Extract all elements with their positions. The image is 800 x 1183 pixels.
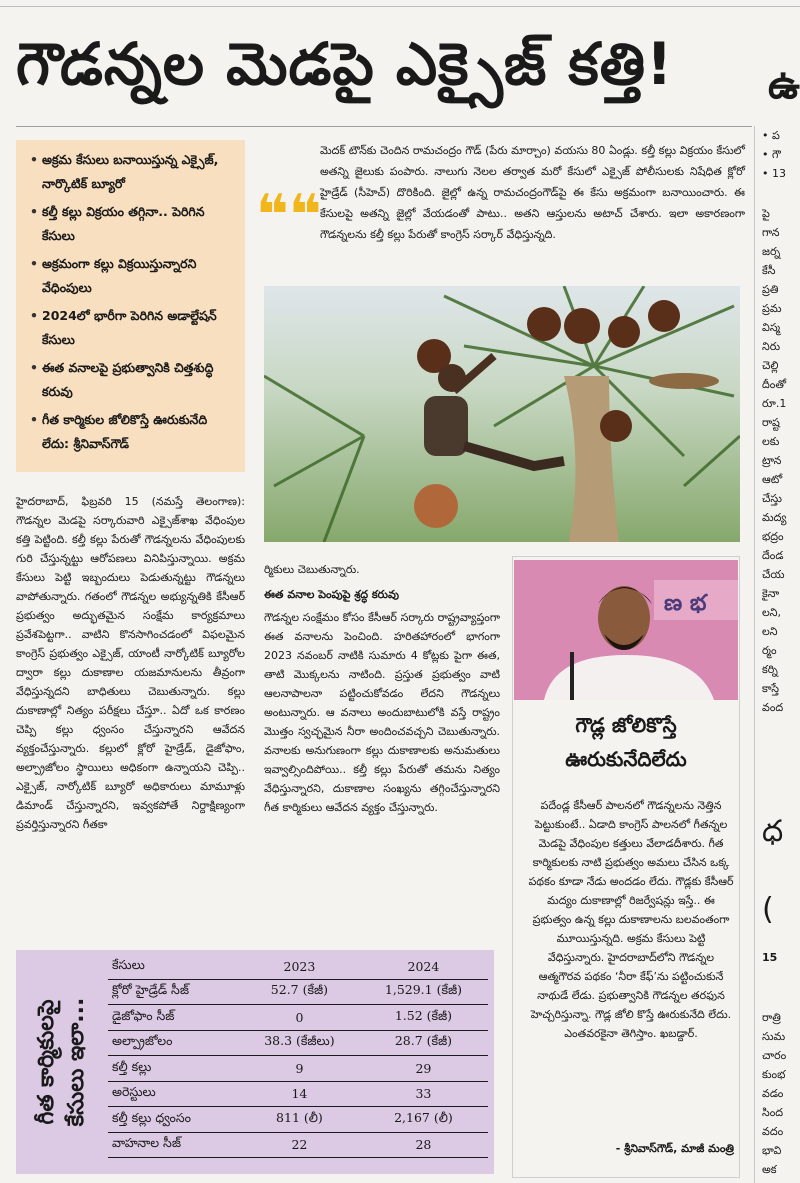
column-2-subhead: ఈత వనాల పెంపుపై శ్రద్ధ కరువు [264,588,399,601]
right-column-line: పై [762,207,770,220]
top-rule [0,6,800,7]
headline: గౌడన్నల మెడపై ఎక్సైజ్ కత్తి! [16,30,674,98]
cases-table-side-title [16,950,106,1174]
right-lower-text [762,1008,800,1179]
table-cell: 811 (లీ) [240,1107,359,1133]
right-column-line: లకు [762,435,780,448]
article-column-2 [264,560,500,817]
toddy-tapper-photo [264,286,740,542]
right-lower-line: అక [762,1163,777,1176]
right-column-line: లని, [762,606,782,619]
right-column-line: దీంతో [762,378,787,391]
right-lower-sub: ( [762,892,774,927]
right-column-line: దేండ [762,549,784,562]
table-cell: 29 [359,1056,488,1082]
portrait-illustration [514,560,738,700]
quote-box-body: పదేండ్ల కేసీఆర్ పాలనలో గౌడన్నలను నెత్తిన పెట్టుకుంటే.. ఏడాది కాంగ్రెస్ పాలనలో గీతన్నల మెడపై వేధింపుల కత్తులు వేలాడదీశారు. గీత కార్మికులకు నాటి ప్రభుత్వం అమలు చేసిన ఒక్క పథకం కూడా నేడు అందడం లేదు. గౌడ్లకు కేసీఆర్ మద్యం దుకాణాల్లో రిజర్వేషన్లు ఇస్తే.. ఈ ప్రభుత్వం ఉన్న కల్లు దుకాణాలను బలవంతంగా మూయిస్తున్నది. అక్రమ కేసులు పెట్టి వేధిస్తున్నారు. హైదరాబాద్‌లోని గౌడన్నల ఆత్మగౌరవ పథకం ‘నీరా కేఫ్’ను పట్టించుకునే నాథుడే లేడు. ప్రభుత్వానికి గౌడన్నల తరఫున హెచ్చరిస్తున్నా. గౌడ్ల జోలి కొస్తే ఊరుకునేది లేదు. ఎంతవరకైనా తెగిస్తాం. ఖబడ్దార్. [528,799,734,1040]
right-column-line: నిరు [762,340,781,353]
table-cell: 1.52 (కేజీ) [359,1005,488,1031]
table-header-row [108,954,488,979]
right-column-line: ట్రాన [762,454,782,467]
right-column-line: ర్మం [762,644,777,657]
table-header-cell: కేసులు [108,954,240,979]
quote-box-title-line-2: ఊరుకునేదిలేదు [565,747,687,771]
table-cell: 9 [240,1056,359,1082]
right-lower-line: సింద [762,1106,784,1119]
table-header-cell: 2024 [359,954,488,979]
right-column-line: మద్య [762,511,787,524]
column-2-continuation: ర్మికులు చెబుతున్నారు. [264,563,360,576]
column-2-body: గౌడన్నల సంక్షేమం కోసం కేసీఆర్ సర్కారు రాష్ట్రవ్యాప్తంగా ఈత వనాలను పెంచింది. హరితహారంలో భాగంగా 2023 నవంబర్ నాటికి సుమారు 4 కోట్లకు పైగా ఈత, తాటి మొక్కలను నాటింది. ప్రస్తుత ప్రభుత్వం వాటి ఆలనాపాలనా పట్టించుకోవడం లేదని గౌడన్నలు అంటున్నారు. ఆ వనాలు అందుబాటులోకి వస్తే రాష్ట్రం మొత్తం స్వచ్ఛమైన నీరా అందించవచ్చని చెబుతున్నారు. వనాలకు అనుగుణంగా కల్లు దుకాణాలకు అనుమతులు ఇవ్వాల్సిందిపోయి.. కల్తీ కల్లు పేరుతో తమను నిత్యం వేధిస్తున్నారని, దుకాణాల సంఖ్యను తగ్గించేస్తున్నారని గీత కార్మికులు ఆవేదన వ్యక్తం చేస్తున్నారు. [264,611,500,814]
table-row [108,1005,488,1031]
column-divider [754,126,755,1183]
right-column-line: రాష్ట [762,416,780,429]
quote-box-signature: - శ్రీనివాస్‌గౌడ్, మాజీ మంత్రి [615,1142,734,1155]
right-column-line: వంద [762,701,784,714]
right-column-line: గాన [762,226,780,239]
right-lower-line: రాత్రి [762,1011,781,1024]
right-lower-line: సుమ [762,1030,786,1043]
table-cell: 2,167 (లీ) [359,1107,488,1133]
highlight-item: • గీత కార్మికుల జోలికొస్తే ఊరుకునేది లేదు: శ్రీనివాస్‌గౌడ్ [30,408,237,456]
banner-text: ణ భ [664,591,707,616]
right-column-line: భద్రం [762,530,784,543]
cases-table [108,954,488,1158]
table-cell: అరెస్టులు [108,1081,240,1107]
table-row [108,1132,488,1158]
right-column-text [762,204,800,717]
table-cell: 14 [240,1081,359,1107]
right-column-line: చేస్తు [762,492,782,505]
right-column-line: కాస్తే [762,682,779,695]
table-cell: 28.7 (కేజీ) [359,1030,488,1056]
table-cell: అల్ప్రాజోలం [108,1030,240,1056]
table-cell: 22 [240,1132,359,1158]
table-row [108,1081,488,1107]
table-cell: డైజోఫాం సీజ్ [108,1005,240,1031]
table-cell: క్లోరో హైడ్రేడ్ సీజ్ [108,979,240,1005]
quote-icon: ❝❝ [256,183,322,248]
minister-portrait [514,560,738,700]
side-title-line-2: కేసులు ఇలా... [64,997,89,1127]
table-cell: 0 [240,1005,359,1031]
table-cell: 33 [359,1081,488,1107]
right-column-line: జర్న [762,245,781,258]
side-title-line-1: గీత కార్మికులపై [34,999,59,1125]
highlight-item: • కల్తీ కల్లు విక్రయం తగ్గినా.. పెరిగిన కేసులు [30,200,237,248]
right-column-line: లని [762,625,778,638]
right-lower-line: భావి [762,1144,782,1157]
quote-text: మెదక్ టౌన్‌కు చెందిన రామచంద్రం గౌడ్ (పేరు మార్చాం) వయసు 80 ఏండ్లు. కల్తీ కల్లు విక్రయం కేసులో అతన్ని జైలుకు పంపారు. నాలుగు నెలల తర్వాత మరో కేసులో ఎక్సైజ్ పోలీసులకు నిషేధిత క్లోరో హైడ్రేడ్ (సీహెచ్) దొరికింది. జైల్లో ఉన్న రామచంద్రంగౌడ్‌పై ఈ కేసు అక్రమంగా బనాయించారు. ఈ కేసులపై అతన్ని జైల్లో వేయడంతో పాటు.. అతని ఆస్తులను అటాచ్ చేశారు. ఇలా అకారణంగా గౌడన్నలను కల్తీ కల్లు పేరుతో కాంగ్రెస్ సర్కార్ వేధిస్తున్నది. [320,144,745,241]
right-lower-date: 15 [762,951,778,964]
right-column-line: చేయ [762,568,785,581]
right-column-line: ప్రమ [762,302,782,315]
right-column-line: విస్మ [762,321,781,334]
right-bullet: • ప [762,129,780,142]
right-bullet: • గౌ [762,148,781,161]
table-cell: 1,529.1 (కేజీ) [359,979,488,1005]
palm-tree-illustration [264,286,740,542]
quote-box-title [514,708,738,776]
quote-box-title-line-1: గౌడ్ల జోలికొస్తే [575,713,677,737]
highlight-item: • అక్రమ కేసులు బనాయిస్తున్న ఎక్సైజ్, నార్కొటిక్ బ్యూరో [30,148,237,196]
table-cell: 28 [359,1132,488,1158]
right-lower-head: ధ [762,814,784,849]
right-column-bullets [762,126,800,183]
right-column-line: చెల్లి [762,359,779,372]
right-column-line: కర్ని [762,663,778,676]
table-cell: 38.3 (కేజీలు) [240,1030,359,1056]
table-cell: కల్తీ కల్లు [108,1056,240,1082]
right-column-line: కైనా [762,587,780,600]
highlights-box [16,140,245,472]
right-column-line: ప్రతి [762,283,779,296]
table-cell: కల్తీ కల్లు ధ్వంసం [108,1107,240,1133]
right-column-head: ఉ [768,62,800,108]
right-lower-line: వడం [762,1087,784,1100]
right-column-line: కేసీ [762,264,776,277]
right-column-line: రూ.1 [762,397,787,410]
highlight-item: • అక్రమంగా కల్లు విక్రయిస్తున్నారని వేధింపులు [30,252,237,300]
headline-rule [16,126,752,127]
right-bullet: • 13 [762,167,786,180]
right-column-line: ఆటో [762,473,783,486]
table-row [108,1107,488,1133]
table-header-cell: 2023 [240,954,359,979]
article-column-1: హైదరాబాద్, ఫిబ్రవరి 15 (నమస్తే తెలంగాణ): గౌడన్నల మెడపై సర్కారువారి ఎక్సైజ్‌శాఖ వేధింపుల కత్తి పెట్టింది. కల్తీ కల్లు పేరుతో గౌడన్నలను వేధింపులకు గురి చేస్తున్నట్టు ఆరోపణలు వినిపిస్తున్నాయి. అక్రమ కేసులు పెట్టి ఇబ్బందులు పెడుతున్నట్టు గౌడన్నలు వాపోతున్నారు. గతంలో గౌడన్నల అభ్యున్నతికి కేసీఆర్ ప్రభుత్వం అద్భుతమైన సంక్షేమ కార్యక్రమాలు ప్రవేశపెట్టగా.. వాటిని కొనసాగించడంలో విఫలమైన కాంగ్రెస్ ప్రభుత్వం ఎక్సైజ్, యాంటీ నార్కోటిక్ బ్యూరోల ద్వారా కల్లు దుకాణాల యజమానులను తీవ్రంగా వేధిస్తున్నదని బాధితులు చెబుతున్నారు. కల్లు దుకాణాల్లో నిత్యం పరీక్షలు చేస్తూ.. ఏదో ఒక కారణం చెప్పి కల్లు ధ్వంసం చేస్తున్నారని ఆవేదన వ్యక్తంచేస్తున్నారు. కల్లులో క్లోరో హైడ్రేడ్, డైజోఫాం, అల్ప్రాజోలం స్థాయిలు అధికంగా ఉన్నాయని చెప్పి.. ఎక్సైజ్, నార్కోటిక్ బ్యూరో అధికారులు మామూళ్లు డిమాండ్ చేస్తున్నారని, ఇవ్వకపోతే నిర్దాక్షిణ్యంగా ప్రవర్తిస్తున్నారని గీతకా [16,495,245,831]
highlight-item: • 2024లో భారీగా పెరిగిన అడాల్టేషన్ కేసులు [30,304,237,352]
right-lower-line: కుంభ [762,1068,786,1081]
highlight-item: • ఈత వనాలపై ప్రభుత్వానికి చిత్తశుద్ధి కరువు [30,356,237,404]
table-cell: వాహనాల సీజ్ [108,1132,240,1158]
right-lower-line: చారం [762,1049,787,1062]
table-row [108,979,488,1005]
table-row [108,1056,488,1082]
table-cell: 52.7 (కేజీ) [240,979,359,1005]
right-lower-line: వదం [762,1125,784,1138]
table-row [108,1030,488,1056]
